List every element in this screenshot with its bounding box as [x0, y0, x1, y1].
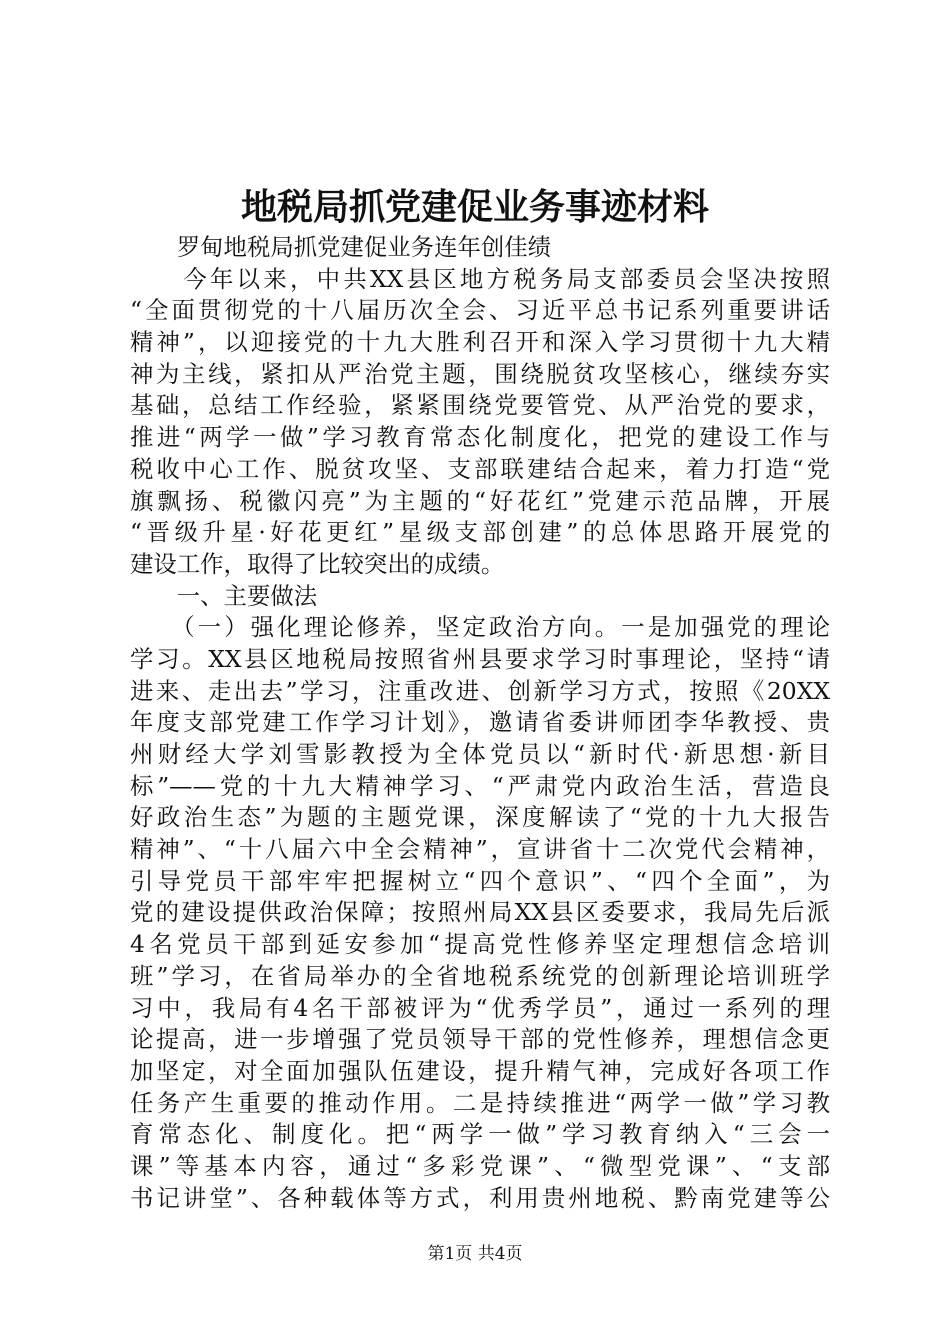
- body-line: 班”学习，在省局举办的全省地税系统党的创新理论培训班学: [130, 961, 830, 990]
- body-line: 精神”，以迎接党的十九大胜利召开和深入学习贯彻十九大精: [130, 328, 830, 357]
- document-body: [130, 232, 830, 1214]
- body-line: 学习。XX县区地税局按照省州县要求学习时事理论，坚持“请: [130, 644, 830, 673]
- body-line: 神为主线，紧扣从严治党主题，围绕脱贫攻坚核心，继续夯实: [130, 359, 830, 388]
- body-line: 4名党员干部到延安参加“提高党性修养坚定理想信念培训: [130, 930, 830, 959]
- body-line: 加坚定，对全面加强队伍建设，提升精气神，完成好各项工作: [130, 1056, 830, 1085]
- body-line: 书记讲堂”、各种载体等方式，利用贵州地税、黔南党建等公: [130, 1183, 830, 1212]
- body-line: 好政治生态”为题的主题党课，深度解读了“党的十九大报告: [130, 803, 830, 832]
- body-line: （一）强化理论修养，坚定政治方向。一是加强党的理论: [130, 613, 830, 642]
- body-line: “全面贯彻党的十八届历次全会、习近平总书记系列重要讲话: [130, 296, 830, 325]
- body-line: 引导党员干部牢牢把握树立“四个意识”、“四个全面”，为: [130, 866, 830, 895]
- body-line: 旗飘扬、税徽闪亮”为主题的“好花红”党建示范品牌，开展: [130, 486, 830, 515]
- page-footer: 第1页 共4页: [427, 1244, 523, 1264]
- body-line: 税收中心工作、脱贫攻坚、支部联建结合起来，着力打造“党: [130, 454, 830, 483]
- body-line: 任务产生重要的推动作用。二是持续推进“两学一做”学习教: [130, 1088, 830, 1117]
- body-line: 标”——党的十九大精神学习、“严肃党内政治生活，营造良: [130, 771, 830, 800]
- body-line: 进来、走出去”学习，注重改进、创新学习方式，按照《20XX: [130, 676, 830, 705]
- body-line: 年度支部党建工作学习计划》，邀请省委讲师团李华教授、贵: [130, 708, 830, 737]
- body-line: 党的建设提供政治保障；按照州局XX县区委要求，我局先后派: [130, 898, 830, 927]
- body-line: 一、主要做法: [130, 581, 318, 610]
- body-line: 习中，我局有4名干部被评为“优秀学员”，通过一系列的理: [130, 993, 830, 1022]
- body-line: 今年以来，中共XX县区地方税务局支部委员会坚决按照: [130, 264, 830, 293]
- document-title: 地税局抓党建促业务事迹材料: [240, 186, 709, 228]
- body-line: 精神”、“十八届六中全会精神”，宣讲省十二次党代会精神，: [130, 835, 830, 864]
- body-line: 推进“两学一做”学习教育常态化制度化，把党的建设工作与: [130, 423, 830, 452]
- body-line: 课”等基本内容，通过“多彩党课”、“微型党课”、“支部: [130, 1151, 830, 1180]
- body-line: 州财经大学刘雪影教授为全体党员以“新时代·新思想·新目: [130, 740, 830, 768]
- body-line: 育常态化、制度化。把“两学一做”学习教育纳入“三会一: [130, 1120, 830, 1149]
- body-line: “晋级升星·好花更红”星级支部创建”的总体思路开展党的: [130, 518, 830, 547]
- body-line: 建设工作，取得了比较突出的成绩。: [130, 549, 505, 578]
- body-line: 罗甸地税局抓党建促业务连年创佳绩: [130, 233, 552, 261]
- body-line: 论提高，进一步增强了党员领导干部的党性修养，理想信念更: [130, 1025, 830, 1054]
- body-line: 基础，总结工作经验，紧紧围绕党要管党、从严治党的要求，: [130, 391, 830, 420]
